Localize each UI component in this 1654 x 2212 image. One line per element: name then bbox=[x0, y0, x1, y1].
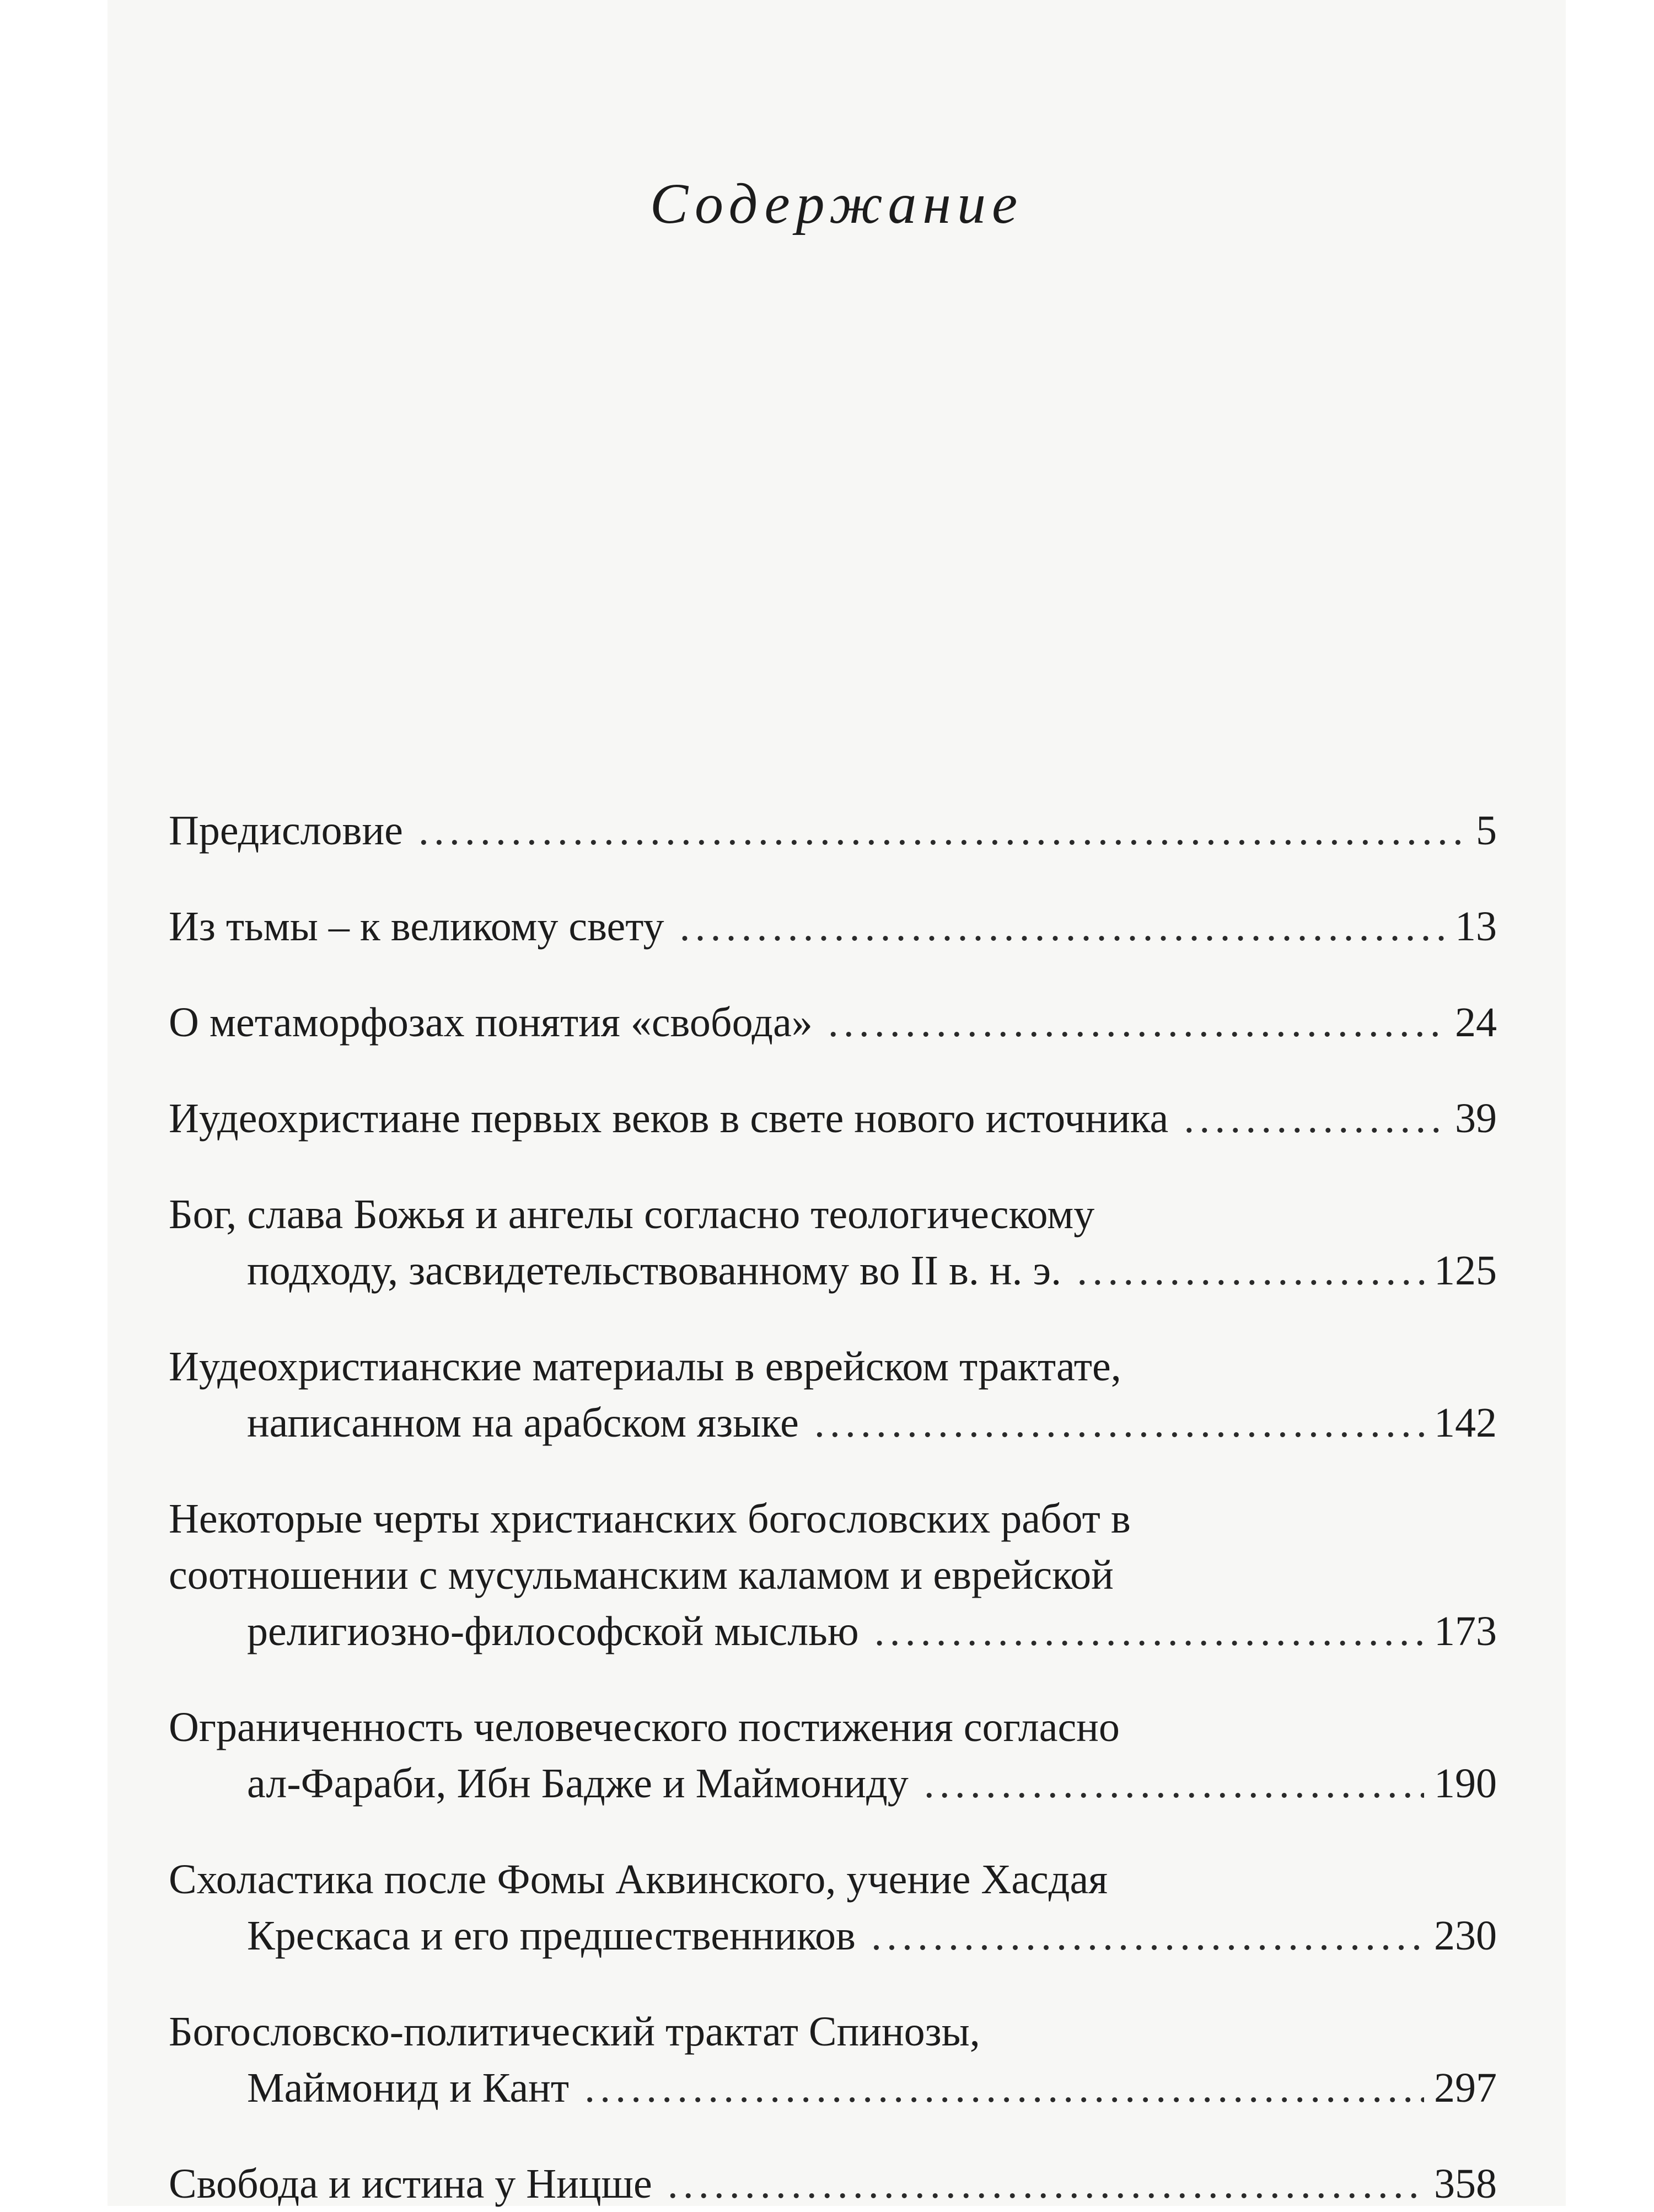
dot-leader bbox=[1077, 1242, 1424, 1299]
dot-leader bbox=[828, 994, 1445, 1051]
dot-leader bbox=[584, 2060, 1424, 2116]
dot-leader bbox=[924, 1755, 1424, 1812]
toc-entry-title-line: Бог, слава Божья и ангелы согласно теологическому bbox=[169, 1191, 1095, 1238]
toc-page-number: 190 bbox=[1434, 1760, 1497, 1807]
toc-entry-row bbox=[169, 1603, 1497, 1659]
toc-page-number: 13 bbox=[1455, 903, 1497, 950]
toc-entry-row bbox=[169, 2156, 1497, 2212]
toc-entry-row bbox=[169, 2060, 1497, 2116]
toc-entry-title-line: написанном на арабском языке bbox=[247, 1400, 799, 1446]
toc-entry bbox=[169, 1338, 1497, 1451]
toc-entry bbox=[169, 898, 1497, 955]
page-title: Содержание bbox=[649, 172, 1024, 235]
toc-entry-title-line: религиозно-философской мыслью bbox=[247, 1608, 859, 1654]
dot-leader bbox=[874, 1603, 1424, 1659]
dot-leader bbox=[668, 2156, 1424, 2212]
toc-entry bbox=[169, 1851, 1497, 1964]
table-of-contents bbox=[169, 802, 1497, 2212]
toc-entry-row bbox=[169, 802, 1497, 859]
toc-entry-title-line: Маймонид и Кант bbox=[247, 2065, 570, 2111]
toc-page-number: 297 bbox=[1434, 2065, 1497, 2111]
toc-entry-row bbox=[169, 994, 1497, 1051]
toc-entry-row bbox=[169, 1395, 1497, 1451]
dot-leader bbox=[1184, 1090, 1445, 1147]
toc-entry-row bbox=[169, 1908, 1497, 1964]
toc-entry bbox=[169, 1186, 1497, 1299]
toc-page-number: 142 bbox=[1434, 1400, 1497, 1446]
toc-page-number: 230 bbox=[1434, 1913, 1497, 1959]
toc-entry-row bbox=[169, 1242, 1497, 1299]
toc-entry-title-line: Крескаса и его предшественников bbox=[247, 1913, 856, 1959]
toc-entry-title-line: Богословско-политический трактат Спинозы, bbox=[169, 2009, 980, 2055]
book-page bbox=[108, 0, 1566, 2206]
toc-entry-title-line: ал-Фараби, Ибн Бадже и Маймониду bbox=[247, 1760, 909, 1807]
toc-entry bbox=[169, 802, 1497, 859]
toc-page-number: 173 bbox=[1434, 1608, 1497, 1654]
toc-page-number: 5 bbox=[1476, 807, 1497, 854]
toc-entry-title-line: подходу, засвидетельствованному во II в. н. э. bbox=[247, 1247, 1062, 1294]
toc-entry-title-line: Свобода и истина у Ницше bbox=[169, 2161, 652, 2207]
toc-entry-title-line: Из тьмы – к великому свету bbox=[169, 903, 664, 950]
toc-entry-title-line: Схоластика после Фомы Аквинского, учение Хасдая bbox=[169, 1856, 1108, 1903]
toc-page-number: 39 bbox=[1455, 1095, 1497, 1142]
toc-entry-title-line: соотношении с мусульманским каламом и еврейской bbox=[169, 1552, 1114, 1598]
toc-entry bbox=[169, 1699, 1497, 1812]
toc-entry-row bbox=[169, 1090, 1497, 1147]
toc-entry bbox=[169, 1090, 1497, 1147]
dot-leader bbox=[679, 898, 1445, 955]
toc-page-number: 358 bbox=[1434, 2161, 1497, 2207]
toc-entry-title-line: О метаморфозах понятия «свобода» bbox=[169, 999, 813, 1046]
toc-entry-title-line: Предисловие bbox=[169, 807, 403, 854]
dot-leader bbox=[814, 1395, 1424, 1451]
toc-page-number: 24 bbox=[1455, 999, 1497, 1046]
toc-entry bbox=[169, 2004, 1497, 2116]
dot-leader bbox=[418, 802, 1466, 859]
toc-entry-title-line: Некоторые черты христианских богословских работ в bbox=[169, 1496, 1131, 1542]
toc-entry-row bbox=[169, 898, 1497, 955]
toc-entry bbox=[169, 994, 1497, 1051]
toc-entry-title-line: Ограниченность человеческого постижения согласно bbox=[169, 1704, 1120, 1750]
toc-entry-row bbox=[169, 1755, 1497, 1812]
toc-entry bbox=[169, 1491, 1497, 1659]
dot-leader bbox=[871, 1908, 1424, 1964]
toc-entry bbox=[169, 2156, 1497, 2212]
toc-page-number: 125 bbox=[1434, 1247, 1497, 1294]
toc-entry-title-line: Иудеохристиане первых веков в свете нового источника bbox=[169, 1095, 1169, 1142]
toc-entry-title-line: Иудеохристианские материалы в еврейском трактате, bbox=[169, 1343, 1121, 1390]
